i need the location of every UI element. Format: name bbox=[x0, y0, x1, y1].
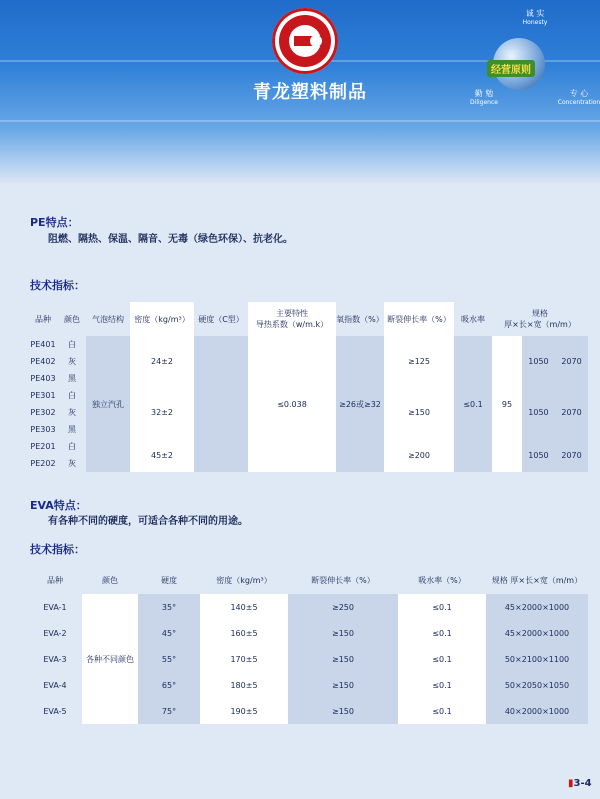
cell-elongation: ≥150 bbox=[288, 646, 398, 672]
cell-density: 170±5 bbox=[200, 646, 288, 672]
cell-density: 32±2 bbox=[130, 387, 194, 438]
cell-density: 140±5 bbox=[200, 594, 288, 620]
cell-thickness: 95 bbox=[492, 336, 522, 472]
eva-tech-heading: 技术指标： bbox=[30, 543, 85, 556]
cell-density: 24±2 bbox=[130, 336, 194, 387]
cell-hardness: 65° bbox=[138, 672, 200, 698]
col-color: 颜色 bbox=[64, 314, 80, 324]
col-group-label: 主要特性 bbox=[276, 309, 308, 318]
col-thermal-label: 导热系数（w/m.k） bbox=[255, 320, 329, 329]
cell-type: PE401 bbox=[30, 340, 56, 349]
cell-type: EVA-5 bbox=[43, 706, 67, 716]
cell-thermal: ≤0.038 bbox=[248, 336, 336, 472]
col-density: 密度（kg/m³） bbox=[216, 575, 272, 585]
cell-type: PE303 bbox=[30, 425, 56, 434]
col-water: 吸水率（%） bbox=[418, 575, 466, 585]
pe-description: 阻燃、隔热、保温、隔音、无毒（绿色环保）、抗老化。 bbox=[48, 234, 293, 245]
cell-width: 2070 bbox=[561, 450, 582, 460]
cell-length: 1050 bbox=[528, 357, 549, 366]
cell-spec: 40×2000×1000 bbox=[486, 698, 588, 724]
cell-color: 灰 bbox=[68, 357, 76, 366]
cell-hardness: 35° bbox=[138, 594, 200, 620]
cell-type: EVA-2 bbox=[43, 628, 67, 638]
col-bubble: 气泡结构 bbox=[92, 314, 124, 324]
page-marker-icon: ▮ bbox=[568, 778, 574, 789]
cell-type: PE403 bbox=[30, 374, 56, 383]
col-type: 品种 bbox=[35, 314, 51, 324]
eva-description: 有各种不同的硬度，可适合各种不同的用途。 bbox=[48, 516, 248, 527]
cell-density: 160±5 bbox=[200, 620, 288, 646]
cell-elongation: ≥150 bbox=[384, 387, 454, 438]
cell-type: PE302 bbox=[30, 408, 56, 417]
cell-spec: 50×2050×1050 bbox=[486, 672, 588, 698]
cell-elongation: ≥150 bbox=[288, 698, 398, 724]
cell-color: 白 bbox=[68, 442, 76, 451]
cell-size bbox=[522, 336, 588, 387]
cell-hardness: 55° bbox=[138, 646, 200, 672]
cell-spec: 50×2100×1100 bbox=[486, 646, 588, 672]
brand-name: 青龙塑料制品 bbox=[253, 82, 367, 103]
cell-spec: 45×2000×1000 bbox=[486, 620, 588, 646]
page-number-label: 3-4 bbox=[573, 778, 592, 789]
table-row bbox=[28, 594, 588, 620]
cell-type: PE402 bbox=[30, 357, 56, 366]
cell-water: ≤0.1 bbox=[454, 336, 492, 472]
col-spec bbox=[492, 302, 588, 336]
col-hardness: 硬度（C型） bbox=[198, 314, 244, 324]
cell-spec: 45×2000×1000 bbox=[486, 594, 588, 620]
cell-hardness bbox=[194, 336, 248, 472]
eva-spec-table bbox=[28, 566, 588, 724]
banner-stripe bbox=[0, 120, 600, 122]
cell-type: EVA-4 bbox=[43, 680, 67, 690]
cell-length: 1050 bbox=[528, 450, 549, 460]
cell-elongation: ≥250 bbox=[288, 594, 398, 620]
principle-badge: 经营原则 bbox=[487, 60, 535, 77]
cell-type: PE202 bbox=[30, 459, 56, 468]
cell-density: 180±5 bbox=[200, 672, 288, 698]
col-density: 密度（kg/m³） bbox=[130, 302, 194, 336]
cell-type: PE301 bbox=[30, 391, 56, 400]
col-elongation: 断裂伸长率（%） bbox=[384, 302, 454, 336]
cell-water: ≤0.1 bbox=[398, 594, 486, 620]
pe-spec-table bbox=[28, 302, 588, 472]
col-hardness: 硬度 bbox=[161, 575, 177, 585]
cell-type: PE201 bbox=[30, 442, 56, 451]
cell-bubble: 独立汽孔 bbox=[86, 336, 130, 472]
cell-oxygen: ≥26或≥32 bbox=[336, 336, 384, 472]
cell-type: EVA-3 bbox=[43, 654, 67, 664]
cell-elongation: ≥150 bbox=[288, 672, 398, 698]
pe-tech-heading: 技术指标： bbox=[30, 279, 85, 292]
cell-size bbox=[522, 387, 588, 438]
principle-diligence: 勤 勉 Diligence bbox=[470, 89, 498, 106]
cell-elongation: ≥125 bbox=[384, 336, 454, 387]
cell-color: 灰 bbox=[68, 459, 76, 468]
cell-color: 黑 bbox=[68, 425, 76, 434]
cell-width: 2070 bbox=[561, 357, 582, 366]
cell-color: 各种不同颜色 bbox=[82, 594, 138, 724]
col-water: 吸水率 bbox=[461, 314, 485, 324]
principle-concentration: 专 心 Concentration bbox=[557, 89, 600, 106]
page-number bbox=[568, 778, 592, 789]
cell-water: ≤0.1 bbox=[398, 620, 486, 646]
col-spec-sub: 厚×长×宽（m/m） bbox=[504, 320, 576, 329]
col-type: 品种 bbox=[47, 575, 63, 585]
company-logo bbox=[272, 8, 338, 74]
cell-elongation: ≥200 bbox=[384, 438, 454, 472]
cell-width: 2070 bbox=[561, 408, 582, 417]
col-oxygen: 氧指数（%） bbox=[336, 314, 384, 324]
cell-type: EVA-1 bbox=[43, 602, 67, 612]
cell-color: 白 bbox=[68, 340, 76, 349]
cell-hardness: 75° bbox=[138, 698, 200, 724]
cell-elongation: ≥150 bbox=[288, 620, 398, 646]
col-color: 颜色 bbox=[102, 575, 118, 585]
col-spec-label: 规格 bbox=[532, 309, 548, 318]
cell-size bbox=[522, 438, 588, 472]
cell-color: 灰 bbox=[68, 408, 76, 417]
cell-water: ≤0.1 bbox=[398, 672, 486, 698]
col-thermal bbox=[248, 302, 336, 336]
table-row bbox=[28, 336, 588, 353]
pe-heading: PE特点： bbox=[30, 216, 79, 229]
cell-water: ≤0.1 bbox=[398, 698, 486, 724]
cell-length: 1050 bbox=[528, 408, 549, 417]
cell-hardness: 45° bbox=[138, 620, 200, 646]
col-spec: 规格 厚×长×宽（m/m） bbox=[491, 575, 583, 585]
cell-color: 黑 bbox=[68, 374, 76, 383]
eva-heading: EVA特点： bbox=[30, 499, 87, 512]
cell-density: 190±5 bbox=[200, 698, 288, 724]
col-elongation: 断裂伸长率（%） bbox=[311, 575, 375, 585]
principle-honesty: 诚 实 Honesty bbox=[522, 9, 548, 26]
cell-density: 45±2 bbox=[130, 438, 194, 472]
cell-water: ≤0.1 bbox=[398, 646, 486, 672]
cell-color: 白 bbox=[68, 391, 76, 400]
